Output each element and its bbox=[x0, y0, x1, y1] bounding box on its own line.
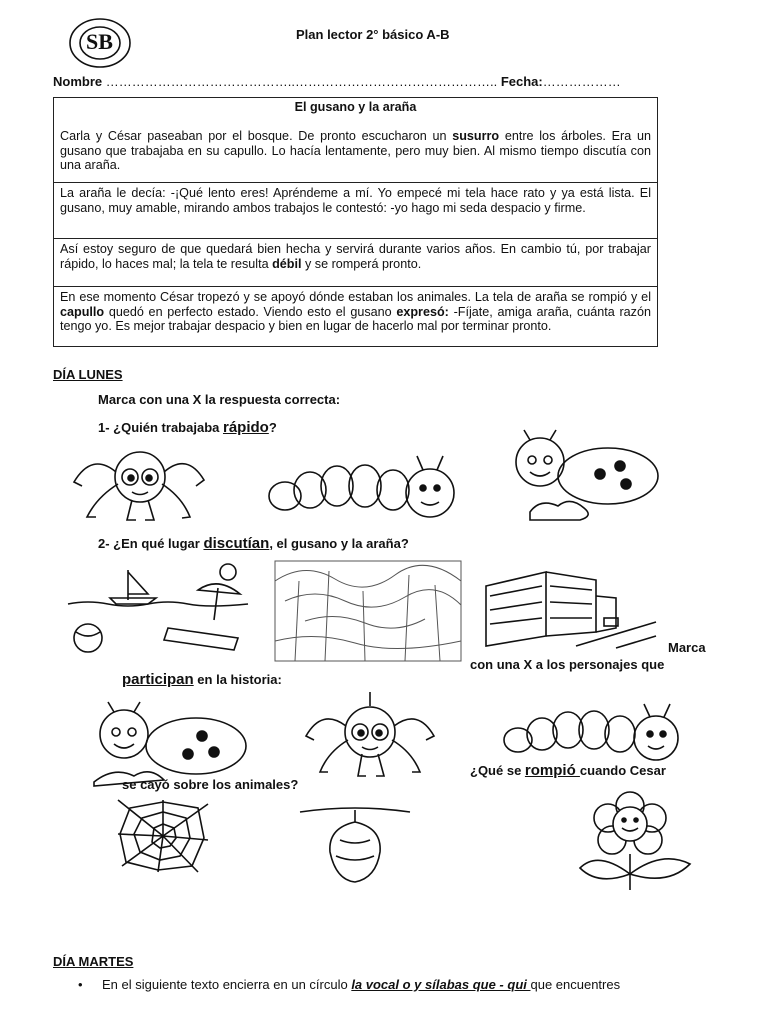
caterpillar-image[interactable] bbox=[265, 448, 465, 528]
caterpillar-image-2[interactable] bbox=[500, 700, 690, 766]
date-label: Fecha: bbox=[500, 74, 543, 89]
name-line bbox=[53, 74, 621, 89]
page-title: Plan lector 2° básico A-B bbox=[296, 27, 450, 42]
question-2: 2- ¿En qué lugar discutían, el gusano y la araña? bbox=[98, 535, 409, 552]
tuesday-heading: DÍA MARTES bbox=[53, 954, 134, 969]
word-discutian: discutían bbox=[203, 535, 270, 552]
word-rapido: rápido bbox=[222, 419, 269, 436]
question-4: ¿Qué se rompió cuando Cesar bbox=[470, 762, 666, 779]
spider-image-2[interactable] bbox=[300, 692, 440, 788]
question-3: participan en la historia: bbox=[122, 671, 282, 688]
school-logo bbox=[64, 14, 136, 72]
word-debil: débil bbox=[272, 256, 302, 271]
word-rompio: rompió bbox=[524, 762, 580, 779]
beach-image[interactable] bbox=[68, 560, 248, 660]
word-participan: participan bbox=[122, 671, 194, 688]
logo-initials: SB bbox=[86, 29, 113, 54]
monday-heading: DÍA LUNES bbox=[53, 367, 123, 382]
date-dots: ……………… bbox=[542, 74, 621, 89]
story-paragraph-1: Carla y César paseaban por el bosque. De pronto escucharon un susurro entre los árboles. Era un gusano que trabajaba en su capullo. Lo hacía lentamente, pero muy bien. Al mismo tiempo discutía con una araña. bbox=[60, 129, 651, 173]
story-title: El gusano y la araña bbox=[294, 100, 417, 114]
word-capullo: capullo bbox=[60, 304, 105, 319]
word-susurro: susurro bbox=[452, 129, 500, 143]
name-dots: ……………………………………..……………………………………….. bbox=[105, 74, 498, 89]
flower-image[interactable] bbox=[578, 790, 696, 890]
bullet-dot: • bbox=[78, 977, 83, 992]
spider-image[interactable] bbox=[62, 442, 212, 532]
question-3-line-1: Marca bbox=[668, 640, 706, 655]
word-expreso: expresó: bbox=[396, 304, 449, 319]
name-label: Nombre bbox=[53, 74, 103, 89]
story-paragraph-4: En ese momento César tropezó y se apoyó dónde estaban los animales. La tela de araña se rompió y el capullo quedó en perfecto estado. Viendo esto el gusano expresó: -Fíjate, amiga araña, cuánta razón tengo yo. Es mejor trabajar despacio y bien en lugar de hacerlo mal por terminar pronto. bbox=[54, 286, 657, 347]
question-4-line-2: se cayó sobre los animales? bbox=[122, 777, 299, 792]
story-paragraph-2: La araña le decía: -¡Qué lento eres! Apréndeme a mí. Yo empecé mi tela hace rato y ya está lista. El gusano, muy amable, mirando ambos trabajos le contestó: -yo hago mi seda despacio y firme. bbox=[54, 182, 657, 238]
ladybug-image[interactable] bbox=[500, 434, 670, 524]
city-street-image[interactable] bbox=[486, 566, 656, 648]
question-3-line-2: con una X a los personajes que bbox=[470, 657, 665, 672]
forest-image[interactable] bbox=[275, 561, 461, 661]
tuesday-bullet: • En el siguiente texto encierra en un círculo la vocal o y sílabas que - qui que encuentres bbox=[78, 977, 621, 992]
story-box bbox=[53, 97, 658, 347]
spider-web-image[interactable] bbox=[118, 800, 208, 872]
question-1: 1- ¿Quién trabajaba rápido? bbox=[98, 419, 277, 436]
monday-instruction: Marca con una X la respuesta correcta: bbox=[98, 392, 341, 407]
story-paragraph-3: Así estoy seguro de que quedará bien hecha y servirá durante varios años. En cambio tú, por trabajar rápido, lo haces mal; la tela te resulta débil y se romperá pronto. bbox=[54, 238, 657, 286]
highlighted-instruction: la vocal o y sílabas que - qui bbox=[351, 977, 531, 992]
cocoon-image[interactable] bbox=[300, 806, 410, 882]
